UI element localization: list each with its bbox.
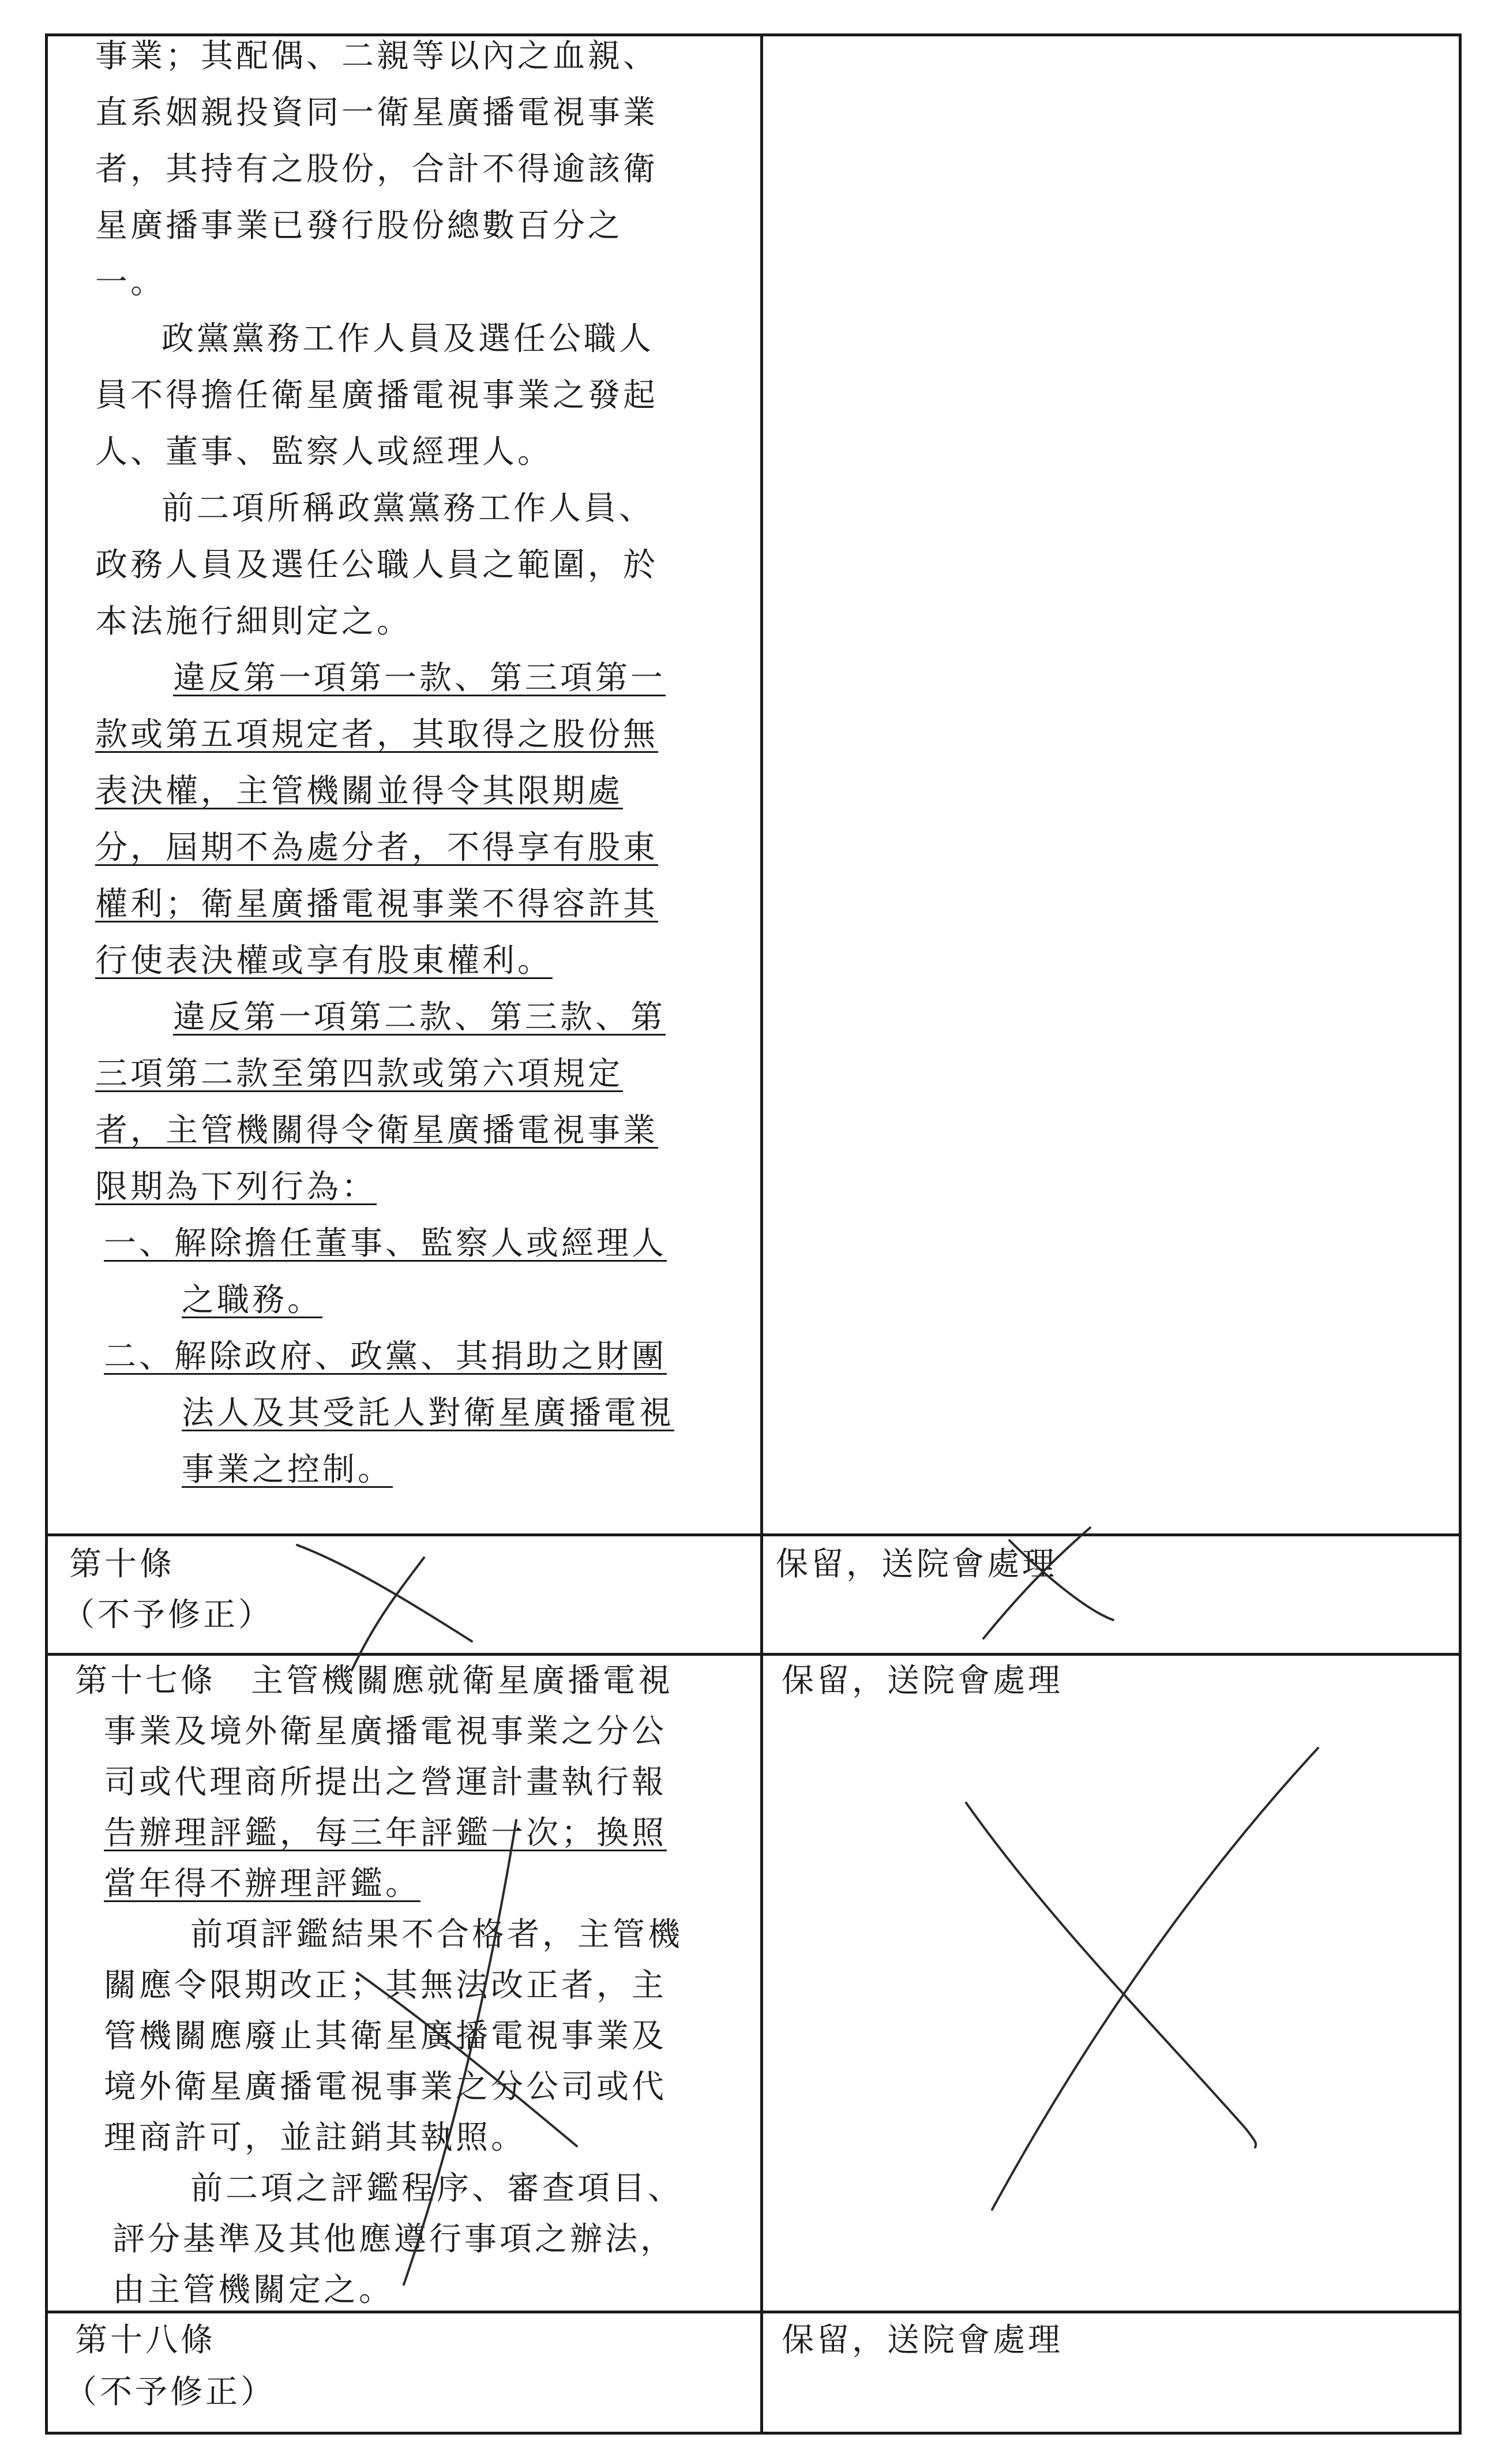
article-17-line: 由主管機關定之。 xyxy=(112,2271,394,2309)
article-17-line: 理商許可，並註銷其執照。 xyxy=(104,2119,526,2157)
upper-left-line: 之職務。 xyxy=(182,1281,322,1319)
table-left-border xyxy=(45,33,48,2435)
article-17-line: 事業及境外衛星廣播電視事業之分公 xyxy=(104,1713,667,1750)
upper-left-line: 者，其持有之股份，合計不得逾該衛 xyxy=(95,151,658,188)
article-17-line: 評分基準及其他應遵行事項之辦法， xyxy=(112,2221,675,2258)
article-18-title: 第十八條 xyxy=(75,2322,216,2359)
upper-left-line: 星廣播事業已發行股份總數百分之 xyxy=(95,207,623,245)
article-10-decision: 保留，送院會處理 xyxy=(776,1546,1057,1583)
upper-left-line: 前二項所稱政黨黨務工作人員、 xyxy=(162,490,654,527)
upper-left-line: 權利；衛星廣播電視事業不得容許其 xyxy=(95,886,658,923)
upper-left-line: 政務人員及選任公職人員之範圍，於 xyxy=(95,546,658,584)
article-10-note: （不予修正） xyxy=(62,1596,273,1634)
article-18-decision: 保留，送院會處理 xyxy=(782,2322,1063,2359)
upper-left-line: 違反第一項第二款、第三款、第 xyxy=(173,999,666,1036)
row-divider-art17 xyxy=(45,1653,1462,1656)
article-18-note: （不予修正） xyxy=(65,2373,276,2411)
article-17-line: 關應令限期改正；其無法改正者，主 xyxy=(104,1967,667,2004)
article-17-line: 當年得不辦理評鑑。 xyxy=(104,1865,420,1903)
upper-left-line: 一、解除擔任董事、監察人或經理人 xyxy=(104,1225,667,1262)
upper-left-line: 違反第一項第一款、第三項第一 xyxy=(173,659,666,697)
article-17-decision: 保留，送院會處理 xyxy=(782,1662,1063,1700)
article-17-line: 司或代理商所提出之營運計畫執行報 xyxy=(104,1764,667,1801)
table-right-border xyxy=(1459,33,1462,2435)
article-17-line: 境外衛星廣播電視事業之分公司或代 xyxy=(104,2068,667,2106)
upper-left-line: 二、解除政府、政黨、其捐助之財團 xyxy=(104,1338,667,1375)
upper-left-line: 三項第二款至第四款或第六項規定 xyxy=(95,1055,623,1093)
upper-left-line: 本法施行細則定之。 xyxy=(95,603,412,640)
upper-left-line: 分，屆期不為處分者，不得享有股東 xyxy=(95,829,658,867)
article-17-line: 前項評鑑結果不合格者，主管機 xyxy=(190,1916,683,1953)
upper-left-line: 款或第五項規定者，其取得之股份無 xyxy=(95,716,658,753)
upper-left-line: 者，主管機關得令衛星廣播電視事業 xyxy=(95,1112,658,1149)
upper-left-line: 人、董事、監察人或經理人。 xyxy=(95,433,553,471)
article-17-line: 第十七條 主管機關應就衛星廣播電視 xyxy=(75,1662,673,1700)
article-17-line: 告辦理評鑑，每三年評鑑一次；換照 xyxy=(104,1814,667,1852)
article-17-line: 管機關應廢止其衛星廣播電視事業及 xyxy=(104,2017,667,2055)
upper-left-line: 員不得擔任衛星廣播電視事業之發起 xyxy=(95,377,658,414)
table-top-border xyxy=(45,33,1462,36)
upper-left-line: 法人及其受託人對衛星廣播電視 xyxy=(182,1394,674,1432)
upper-left-line: 限期為下列行為： xyxy=(95,1168,377,1206)
crossout-art10-left-stroke-a xyxy=(297,1545,472,1641)
upper-left-line: 行使表決權或享有股東權利。 xyxy=(95,942,553,980)
column-divider xyxy=(760,33,763,2435)
article-17-line: 前二項之評鑑程序、審查項目、 xyxy=(190,2170,683,2207)
upper-left-line: 事業；其配偶、二親等以內之血親、 xyxy=(95,37,658,75)
table-bottom-border xyxy=(45,2432,1462,2435)
crossout-art17-right-stroke-a xyxy=(992,1748,1318,2210)
upper-left-line: 表決權，主管機關並得令其限期處 xyxy=(95,772,623,810)
upper-left-line: 一。 xyxy=(95,264,166,301)
upper-left-line: 直系姻親投資同一衛星廣播電視事業 xyxy=(95,94,658,132)
article-10-title: 第十條 xyxy=(69,1546,175,1583)
upper-left-line: 事業之控制。 xyxy=(182,1451,393,1488)
row-divider-art18 xyxy=(45,2311,1462,2313)
row-divider-art10 xyxy=(45,1533,1462,1536)
crossout-art10-right-stroke-b xyxy=(983,1528,1090,1638)
crossout-art17-right-stroke-b xyxy=(966,1803,1256,2147)
upper-left-line: 政黨黨務工作人員及選任公職人 xyxy=(162,320,654,358)
